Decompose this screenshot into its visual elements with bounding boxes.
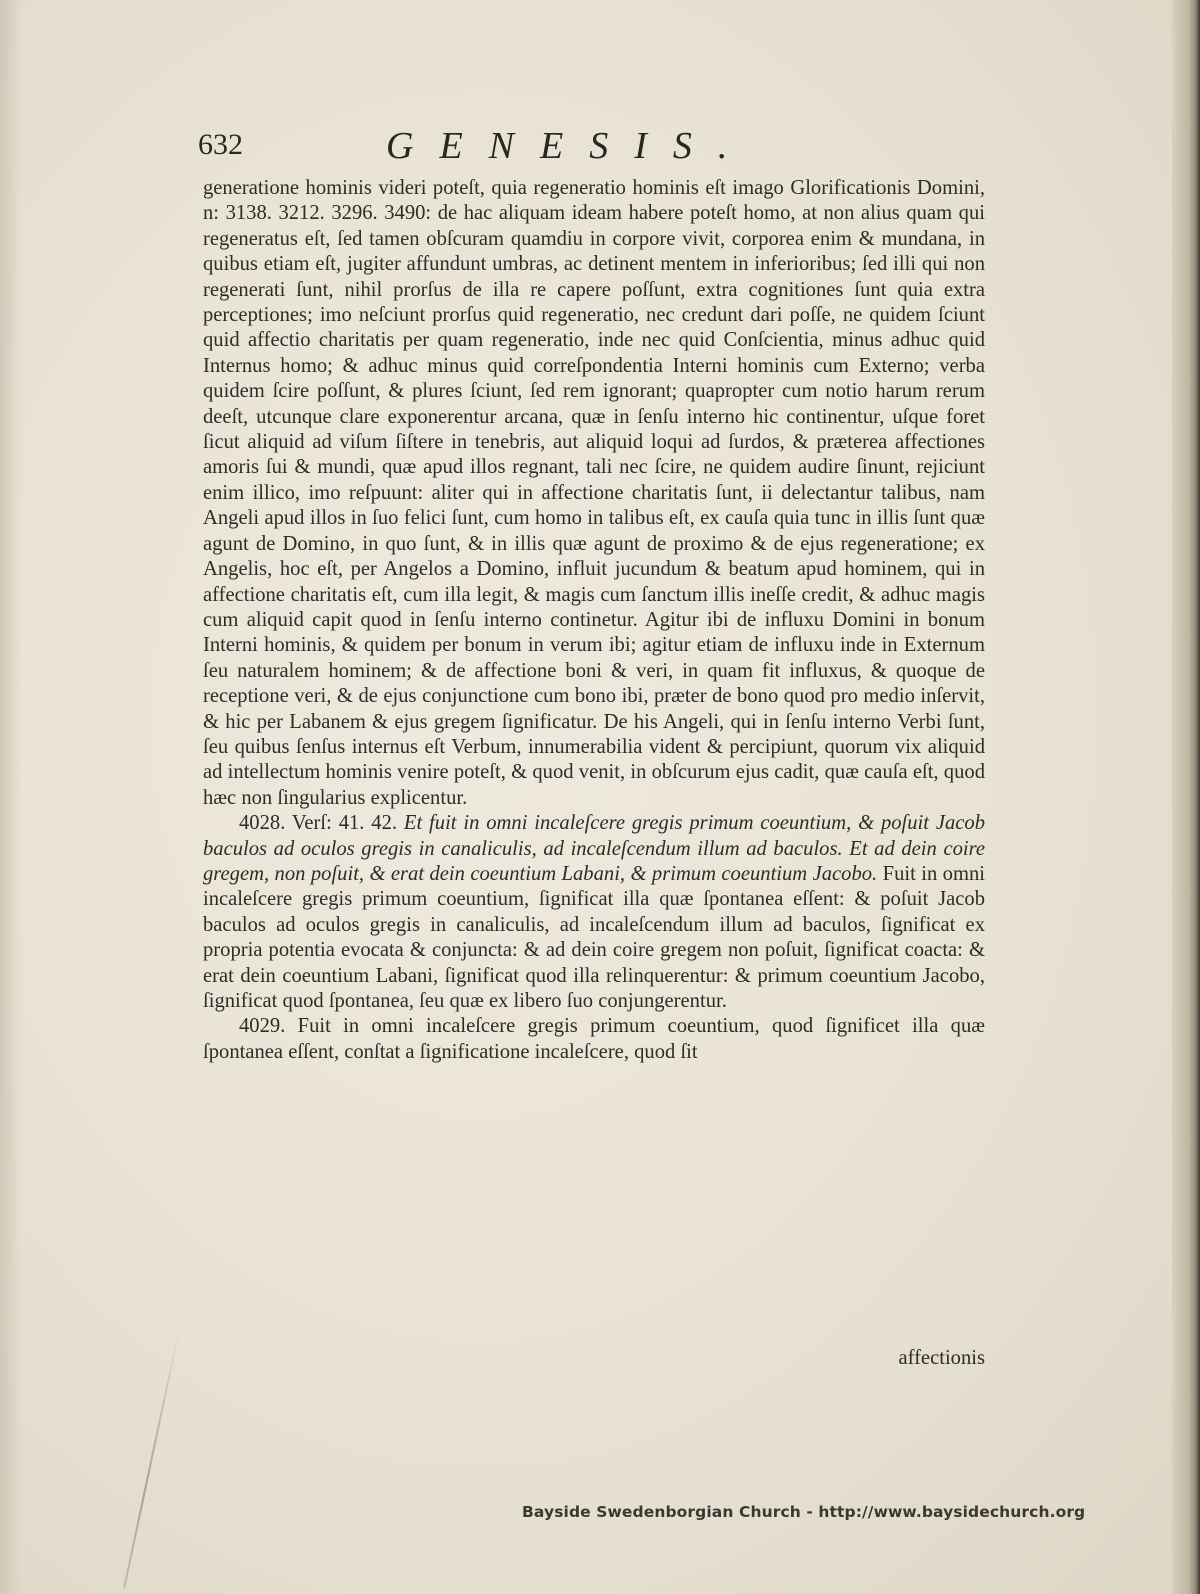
catchword: affectionis [898, 1347, 985, 1369]
watermark-footer: Bayside Swedenborgian Church - http://www.baysidechurch.org [522, 1503, 1086, 1521]
page-header [198, 120, 998, 172]
page-right-edge [1172, 0, 1200, 1594]
page-fold-line [123, 1330, 180, 1589]
page-number: 632 [198, 128, 243, 161]
paragraph-number: 4029. [239, 1015, 286, 1038]
page-left-shadow [0, 0, 22, 1594]
paragraph-text: Fuit in omni incaleſcere gregis primum coeuntium, ſignificat illa quæ ſpontanea eſſent: & poſuit Jacob baculos ad oculos gregis in canaliculis, ad incaleſcendum illum ad baculos, ſignificat ex propria potentia evocata & conjuncta: & ad dein coire gregem non poſuit, ſignificat coacta: & erat dein coeuntium Labani, ſignificat quod illa relinquerentur: & primum coeuntium Jacobo, ſignificat quod ſpontanea, ſeu quæ ex libero ſuo conjungerentur. [203, 862, 986, 1012]
running-head-title: GENESIS. [386, 125, 754, 167]
paragraph-text: Fuit in omni incaleſcere gregis primum coeuntium, quod ſignificet illa quæ ſpontanea eſſent, conſtat a ſignificatione incaleſcere, quod ſit [203, 1015, 985, 1063]
paragraph-number: 4028. [239, 812, 286, 835]
paragraph-4029 [203, 1014, 985, 1065]
paragraph-4028 [203, 811, 985, 1014]
body-text [203, 176, 985, 1065]
verse-reference: Verſ: 41. 42. [291, 812, 398, 835]
scripture-lemma: Et fuit in omni incaleſcere gregis primum coeuntium, & poſuit Jacob baculos ad oculos gregis in canaliculis, ad incaleſcendum illum ad baculos. Et ad dein coire gregem, non poſuit, & erat dein coeuntium Labani, & primum coeuntium Jacobo. [203, 812, 986, 885]
paragraph-continuation: generatione hominis videri poteſt, quia regeneratio hominis eſt imago Glorificationis Domini, n: 3138. 3212. 3296. 3490: de hac aliquam ideam habere poteſt homo, at non alius quam qui regeneratus eſt, ſed tamen obſcuram quamdiu in corpore vivit, corporea enim & mundana, in quibus etiam eſt, jugiter affundunt umbras, ac detinent mentem in inferioribus; ſed illi qui non regenerati ſunt, nihil prorſus de illa re capere poſſunt, extra cognitiones ſunt quia extra perceptiones; imo neſciunt prorſus quid regeneratio, nec credunt dari poſſe, ne quidem ſciunt quid affectio charitatis per quam regeneratio, inde nec quid Conſcientia, minus adhuc quid Internus homo; & adhuc minus quid correſpondentia Interni hominis cum Externo; verba quidem ſcire poſſunt, & plures ſciunt, ſed rem ignorant; quapropter cum notio harum rerum deeſt, utcunque clare exponerentur arcana, quæ in ſenſu interno hic continentur, uſque foret ſicut aliquid ad viſum ſiſtere in tenebris, aut aliquid loqui ad ſurdos, & præterea affectiones amoris ſui & mundi, quæ apud illos regnant, tali nec ſcire, ne quidem audire ſinunt, rejiciunt enim illico, imo reſpuunt: aliter qui in affectione charitatis ſunt, ii delectantur talibus, nam Angeli apud illos in ſuo felici ſunt, cum homo in talibus eſt, ex cauſa quia tunc in illis ſunt quæ agunt de Domino, in quo ſunt, & in illis quæ agunt de proximo & de ejus regeneratione; ex Angelis, hoc eſt, per Angelos a Domino, influit jucundum & beatum apud hominem, qui in affectione charitatis eſt, cum illa legit, & magis cum ſanctum illis ineſſe credit, & adhuc magis cum aliquid capit quod in ſenſu interno continetur. Agitur ibi de influxu Domini in bonum Interni hominis, & quidem per bonum in verum ibi; agitur etiam de influxu inde in Externum ſeu naturalem hominem; & de affectione boni & veri, in quam fit influxus, & quoque de receptione veri, & de ejus conjunctione cum bono ibi, præter de bono quod pro medio inſervit, & hic per Labanem & ejus gregem ſignificatur. De his Angeli, qui in ſenſu interno Verbi ſunt, ſeu quibus ſenſus internus eſt Verbum, innumerabilia vident & percipiunt, quorum vix aliquid ad intellectum hominis venire poteſt, & quod venit, in obſcurum ejus cadit, quæ cauſa eſt, quod hæc non ſingularius explicentur. [203, 177, 985, 809]
